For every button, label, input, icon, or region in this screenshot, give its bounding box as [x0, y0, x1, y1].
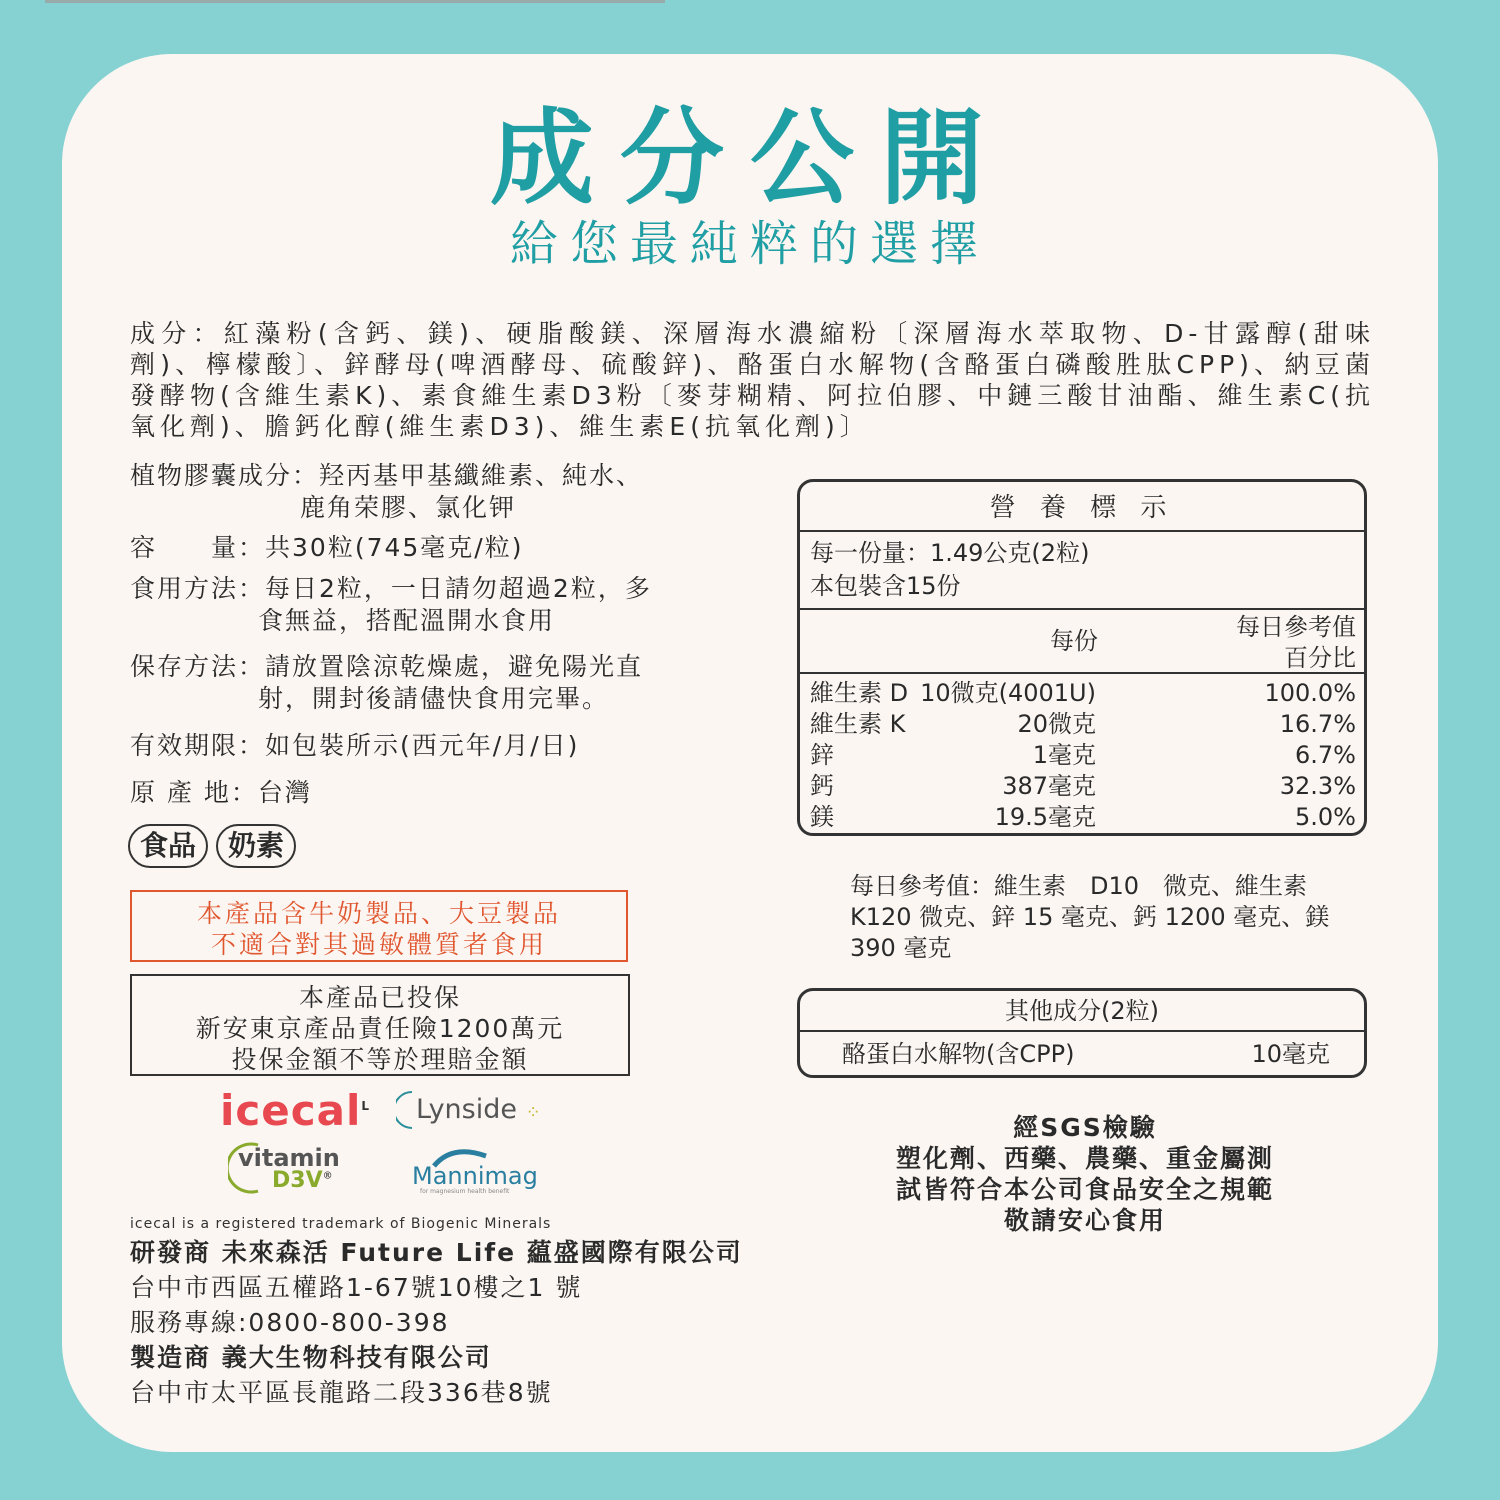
capsule-label: 植物膠囊成分：	[130, 461, 320, 490]
capsule-line1: 羟丙基甲基纖維素、純水、	[319, 461, 644, 490]
daily-ref-line3: 390 毫克	[850, 934, 952, 962]
page-title: 成分公開	[489, 97, 1010, 219]
lynside-dots-icon: ⁘	[525, 1102, 541, 1123]
mannimag-tagline: for magnesium health benefit	[420, 1188, 510, 1195]
nutrient-amount: 20微克	[1017, 710, 1096, 738]
page-subtitle: 給您最純粹的選擇	[509, 216, 990, 272]
sgs-line1: 經SGS檢驗	[1013, 1113, 1157, 1142]
sgs-note	[830, 1112, 1340, 1236]
trademark-note: icecal is a registered trademark of Biogenic Minerals	[130, 1216, 552, 1232]
daily-ref-line1: 每日參考值：維生素 D10 微克、維生素	[850, 872, 1308, 900]
nutrient-daily-value: 100.0%	[1264, 679, 1356, 707]
col-daily-value	[1236, 612, 1356, 674]
volume-label: 容 量：	[130, 533, 266, 562]
mannimag-logo	[412, 1144, 538, 1196]
nutrition-title: 營 養 標 示	[989, 493, 1175, 523]
nutrient-name: 維生素 K	[810, 710, 906, 738]
developer-address: 台中市西區五權路1-67號10樓之1 號	[130, 1273, 583, 1302]
nutrient-amount: 387毫克	[1002, 772, 1096, 800]
lynside-arc-icon	[396, 1090, 416, 1130]
volume-row	[130, 532, 523, 564]
volume-value: 共30粒(745毫克/粒)	[265, 533, 524, 562]
hotline: 服務專線:0800-800-398	[130, 1308, 450, 1337]
icecal-logo	[220, 1086, 370, 1135]
sgs-line4: 敬請安心食用	[1003, 1206, 1166, 1235]
other-title: 其他成分(2粒)	[1005, 997, 1159, 1025]
storage-line2: 射，開封後請儘快食用完畢。	[258, 684, 610, 713]
other-ingredients-table	[797, 988, 1367, 1078]
manufacturer-line: 製造商 義大生物科技有限公司	[130, 1343, 492, 1372]
allergy-warning-box	[130, 890, 628, 962]
serving-size: 每一份量：1.49公克(2粒)	[810, 539, 1090, 567]
nutrition-facts-table	[797, 479, 1367, 836]
storage-label: 保存方法：	[130, 652, 266, 681]
storage-line1: 請放置陰涼乾燥處，避免陽光直	[265, 652, 644, 681]
nutrient-amount: 19.5毫克	[994, 803, 1096, 831]
daily-ref-line2: K120 微克、鋅 15 毫克、鈣 1200 毫克、鎂	[850, 903, 1330, 931]
icecal-mark: L	[361, 1099, 371, 1113]
origin-label: 原 產 地：	[130, 778, 258, 807]
developer-line: 研發商 未來森活 Future Life 藴盛國際有限公司	[130, 1238, 743, 1267]
usage-line1: 每日2粒，一日請勿超過2粒，多	[265, 574, 652, 603]
expiry-label: 有效期限：	[130, 731, 266, 760]
col-dv-line1: 每日參考值	[1236, 613, 1356, 641]
d3v-text-group	[272, 1168, 333, 1193]
vitamin-text: vitamin	[238, 1144, 340, 1172]
expiry-row	[130, 730, 579, 762]
dairy-vegetarian-tag: 奶素	[216, 824, 296, 868]
food-tag: 食品	[128, 824, 208, 868]
nutrition-rule	[800, 672, 1364, 674]
nutrient-daily-value: 5.0%	[1295, 803, 1356, 831]
other-rule	[800, 1030, 1364, 1032]
other-name: 酪蛋白水解物(含CPP)	[842, 1040, 1075, 1068]
nutrient-amount: 1毫克	[1032, 741, 1096, 769]
allergy-line2: 不適合對其過敏體質者食用	[210, 930, 547, 959]
sgs-line2: 塑化劑、西藥、農藥、重金屬測	[895, 1144, 1274, 1173]
nutrient-name: 鋅	[810, 741, 834, 769]
mannimag-wordmark: Mannimag	[412, 1162, 538, 1190]
tag-group	[128, 824, 304, 868]
nutrient-amount: 10微克(4001U)	[920, 679, 1096, 707]
storage-row	[130, 651, 643, 683]
col-per-serving: 每份	[1050, 627, 1098, 655]
vitamin-d3v-logo	[228, 1142, 340, 1194]
d3v-text: D3V	[272, 1168, 323, 1193]
d3v-mark: ®	[322, 1170, 333, 1182]
usage-line2: 食無益，搭配溫開水食用	[258, 606, 556, 635]
insurance-line3: 投保金額不等於理賠金額	[231, 1045, 529, 1074]
insurance-line2: 新安東京產品責任險1200萬元	[195, 1014, 565, 1043]
expiry-value: 如包裝所示(西元年/月/日)	[265, 731, 580, 760]
daily-reference-note	[850, 871, 1329, 964]
icecal-wordmark: icecal	[220, 1086, 362, 1135]
servings-per-pack: 本包裝含15份	[810, 572, 961, 600]
nutrient-name: 鎂	[810, 803, 834, 831]
usage-label: 食用方法：	[130, 574, 266, 603]
insurance-line1: 本產品已投保	[298, 983, 461, 1012]
origin-row	[130, 777, 312, 809]
origin-value: 台灣	[257, 778, 312, 807]
nutrient-name: 鈣	[810, 772, 834, 800]
other-amount: 10毫克	[1251, 1040, 1330, 1068]
capsule-line2: 鹿角荣膠、氯化钾	[300, 493, 517, 522]
capsule-info	[130, 460, 643, 492]
ingredients-paragraph: 成分：紅藻粉(含鈣、鎂)、硬脂酸鎂、深層海水濃縮粉〔深層海水萃取物、D-甘露醇(甜味劑)、檸檬酸〕、鋅酵母(啤酒酵母、硫酸鋅)、酪蛋白水解物(含酪蛋白磷酸胜肽CPP)、納豆菌發酵物(含維生素K)、素食維生素D3粉〔麥芽糊精、阿拉伯膠、中鏈三酸甘油酯、維生素C(抗氧化劑)、膽鈣化醇(維生素D3)、維生素E(抗氧化劑)〕	[130, 319, 1375, 441]
top-divider-line	[45, 0, 665, 3]
insurance-box	[130, 974, 630, 1076]
manufacturer-address: 台中市太平區長龍路二段336巷8號	[130, 1378, 553, 1407]
nutrient-daily-value: 16.7%	[1279, 710, 1356, 738]
nutrition-rule	[800, 530, 1364, 532]
nutrient-name: 維生素 D	[810, 679, 909, 707]
lynside-logo	[398, 1094, 541, 1125]
company-info	[130, 1235, 743, 1410]
allergy-line1: 本產品含牛奶製品、大豆製品	[196, 899, 561, 928]
nutrient-daily-value: 32.3%	[1279, 772, 1356, 800]
usage-row	[130, 573, 652, 605]
col-dv-line2: 百分比	[1284, 644, 1356, 672]
nutrition-rule	[800, 608, 1364, 610]
nutrient-daily-value: 6.7%	[1295, 741, 1356, 769]
sgs-line3: 試皆符合本公司食品安全之規範	[895, 1175, 1274, 1204]
lynside-wordmark: Lynside	[416, 1094, 517, 1125]
